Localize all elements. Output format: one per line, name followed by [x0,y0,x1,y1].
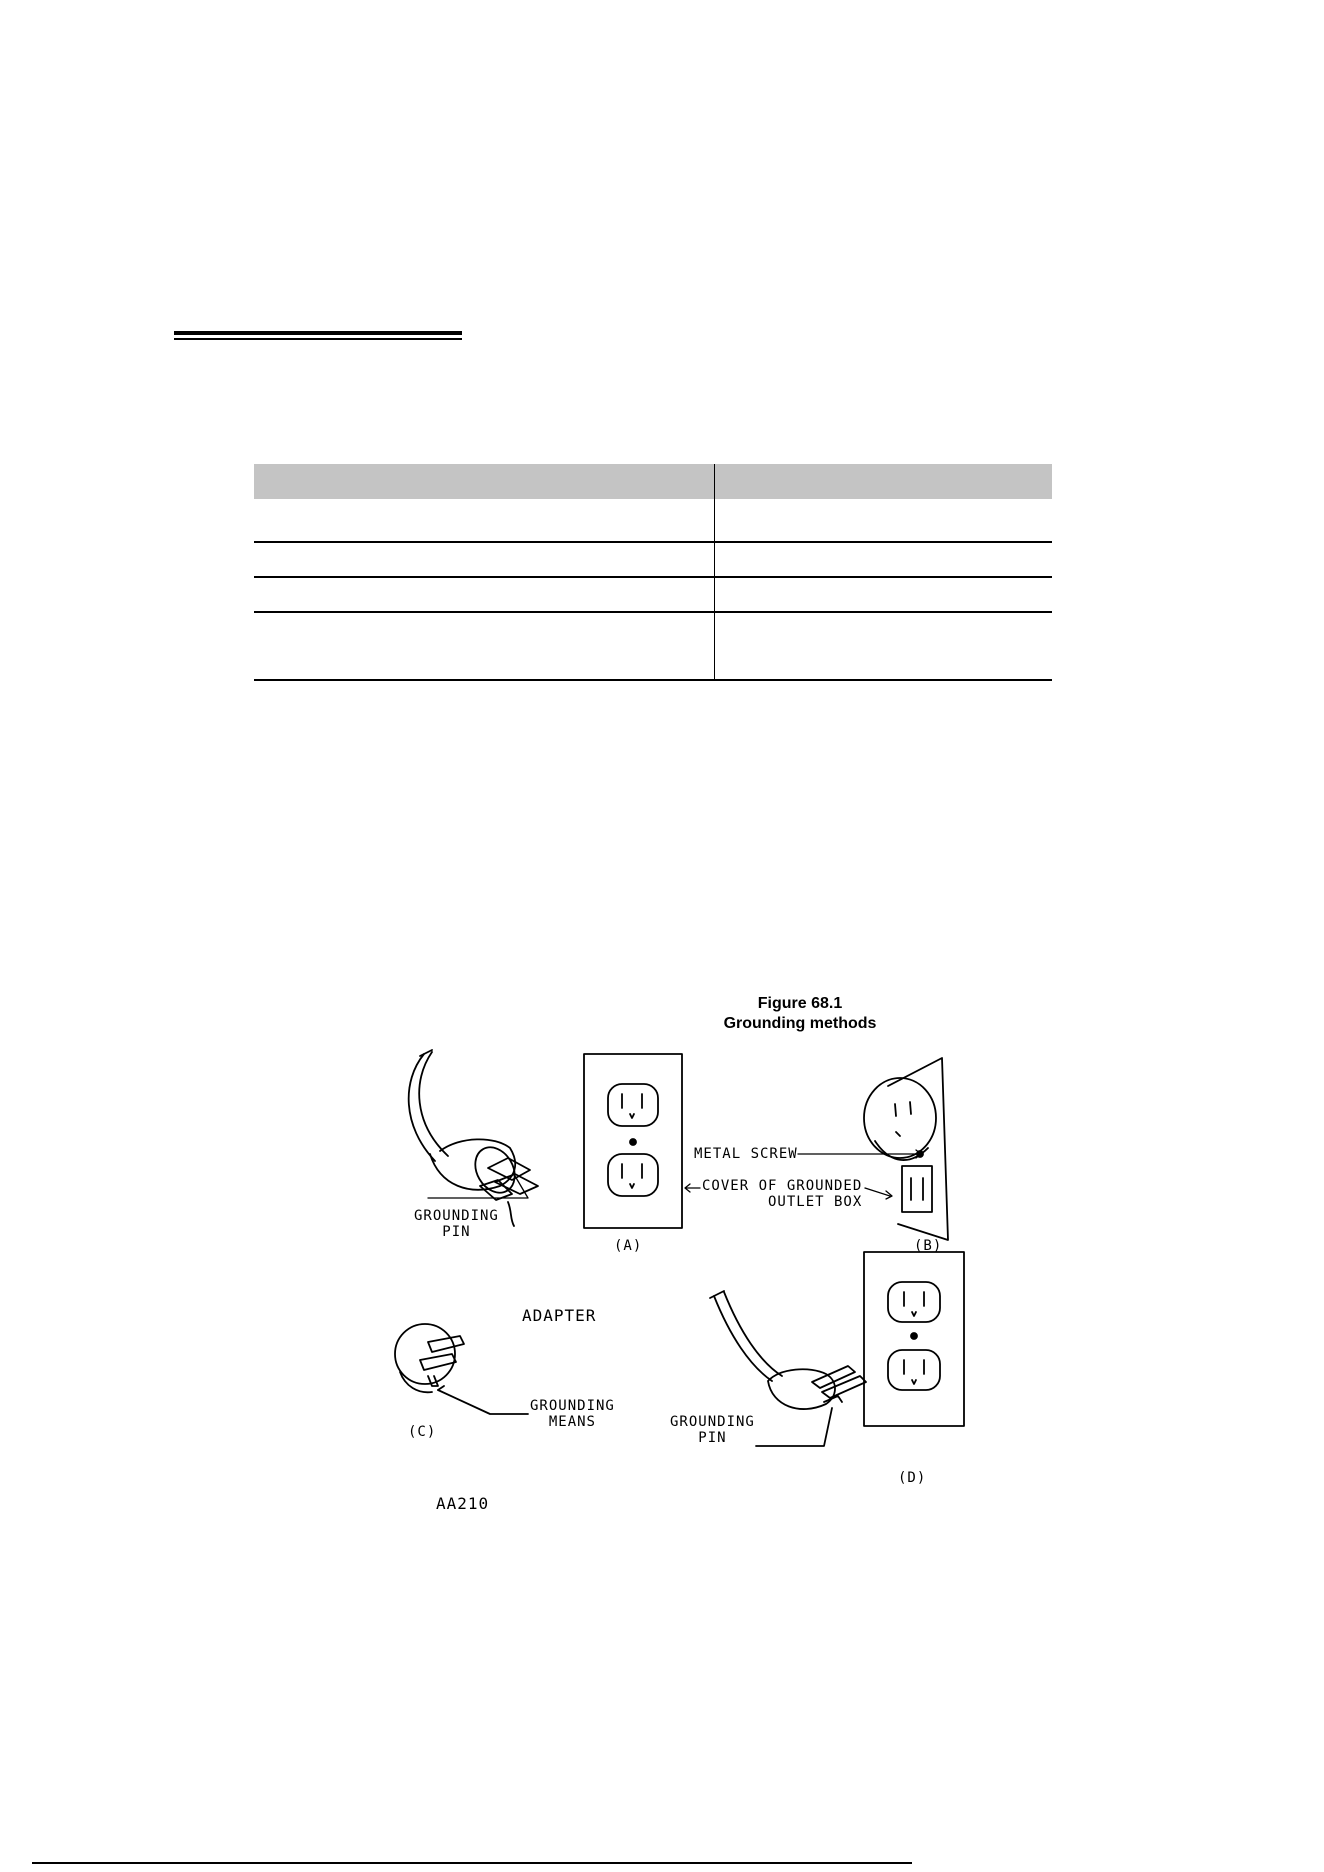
panel-label-b: (B) [914,1238,943,1254]
column-divider [714,613,715,679]
section-title-rule-thin [174,338,462,340]
column-divider [714,464,715,499]
column-divider [714,499,715,541]
outlet-a-illustration [584,1054,682,1228]
column-divider [714,543,715,576]
adapter-c-illustration [395,1324,528,1414]
label-line: GROUNDING [414,1208,499,1224]
column-divider [714,578,715,611]
plug-a-illustration [409,1050,538,1226]
grounding-means-label [530,1398,615,1430]
label-line: PIN [698,1430,727,1446]
table-row [254,613,1052,681]
figure-title: Figure 68.1 [757,995,843,1012]
grounding-methods-drawing [380,1036,1020,1526]
table-row [254,543,1052,578]
panel-label-d: (D) [898,1470,927,1486]
drawing-id-label: AA210 [436,1494,490,1513]
adapter-label: ADAPTER [522,1306,597,1325]
label-line: OUTLET BOX [768,1194,863,1210]
table-row [254,578,1052,613]
table-row [254,499,1052,543]
outlet-d-illustration [864,1252,964,1426]
grounding-pin-label-a [414,1208,499,1240]
label-line: GROUNDING [530,1398,615,1414]
figure-subtitle: Grounding methods [723,1015,877,1032]
label-line: PIN [442,1224,471,1240]
label-line: MEANS [548,1414,596,1430]
panel-label-c: (C) [408,1424,437,1440]
line-art [380,1036,1020,1526]
cover-box-label [702,1178,862,1210]
table-header [254,464,1052,499]
label-line: GROUNDING [670,1414,755,1430]
footer-rule [32,1862,912,1864]
label-line: COVER OF GROUNDED [702,1178,863,1194]
spec-table [254,464,1052,681]
wall-outlet-b-illustration [864,1058,948,1240]
panel-label-a: (A) [614,1238,643,1254]
figure-caption [560,994,1040,1034]
metal-screw-label: METAL SCREW [694,1146,798,1162]
section-title-rule [174,331,462,335]
grounding-pin-label-d [670,1414,755,1446]
